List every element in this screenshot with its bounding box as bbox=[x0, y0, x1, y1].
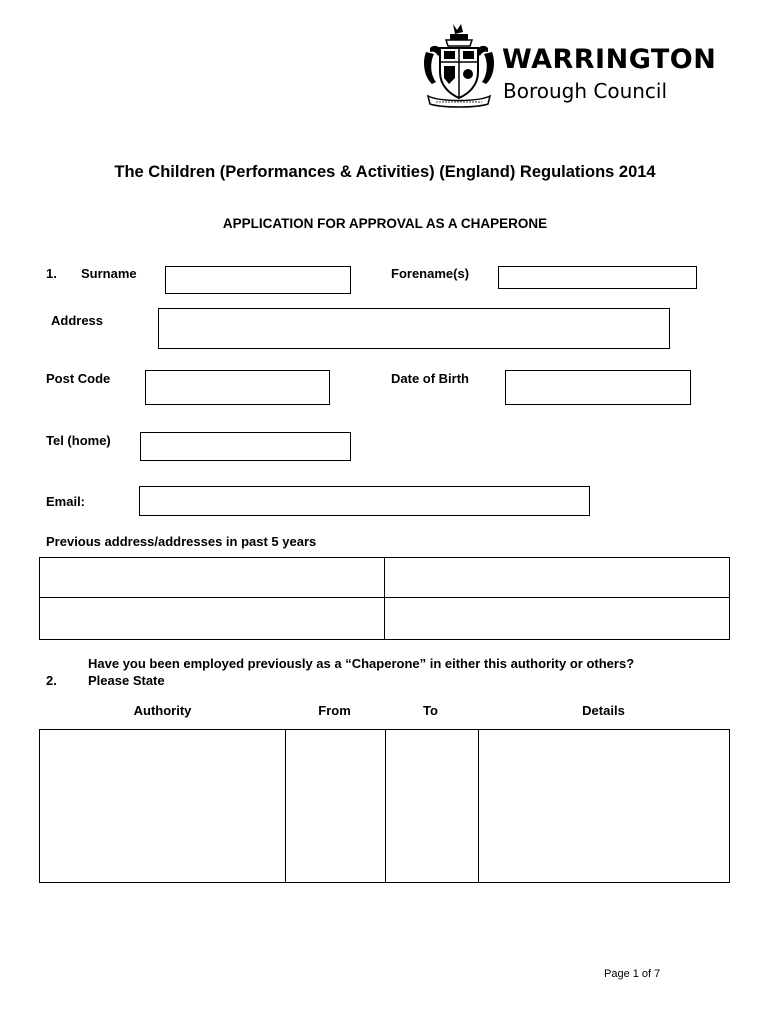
surname-field[interactable] bbox=[165, 266, 351, 294]
table-row bbox=[40, 730, 730, 883]
previous-address-label: Previous address/addresses in past 5 years bbox=[46, 534, 317, 549]
email-field[interactable] bbox=[139, 486, 590, 516]
previous-address-cell[interactable] bbox=[385, 558, 730, 598]
previous-address-cell[interactable] bbox=[40, 558, 385, 598]
coat-of-arms-icon bbox=[420, 22, 498, 110]
address-label: Address bbox=[51, 313, 104, 328]
column-header-authority: Authority bbox=[133, 703, 192, 718]
please-state-label: Please State bbox=[88, 673, 165, 688]
previous-address-cell[interactable] bbox=[385, 598, 730, 640]
page-number: Page 1 of 7 bbox=[604, 968, 661, 980]
forename-field[interactable] bbox=[498, 266, 697, 289]
column-header-from: From bbox=[318, 703, 351, 718]
previous-address-table bbox=[39, 557, 730, 640]
authority-cell[interactable] bbox=[40, 730, 286, 883]
surname-label: Surname bbox=[81, 266, 137, 281]
from-cell[interactable] bbox=[286, 730, 386, 883]
document-title: The Children (Performances & Activities) (England) Regulations 2014 bbox=[114, 163, 656, 181]
dob-label: Date of Birth bbox=[391, 371, 469, 386]
employment-history-table bbox=[39, 729, 730, 883]
dob-field[interactable] bbox=[505, 370, 691, 405]
column-header-details: Details bbox=[582, 703, 625, 718]
previous-address-cell[interactable] bbox=[40, 598, 385, 640]
tel-label: Tel (home) bbox=[46, 433, 111, 448]
table-row bbox=[40, 558, 730, 598]
section-1-number: 1. bbox=[46, 266, 57, 281]
column-header-to: To bbox=[423, 703, 438, 718]
form-subtitle: APPLICATION FOR APPROVAL AS A CHAPERONE bbox=[222, 216, 548, 231]
postcode-field[interactable] bbox=[145, 370, 330, 405]
postcode-label: Post Code bbox=[46, 371, 111, 386]
details-cell[interactable] bbox=[479, 730, 730, 883]
section-2-question: Have you been employed previously as a “Chaperone” in either this authority or others? bbox=[88, 656, 635, 671]
tel-field[interactable] bbox=[140, 432, 351, 461]
forename-label: Forename(s) bbox=[391, 266, 470, 281]
section-2-number: 2. bbox=[46, 673, 57, 688]
table-row bbox=[40, 598, 730, 640]
email-label: Email: bbox=[46, 494, 86, 509]
council-logo bbox=[420, 22, 730, 112]
logo-title: WARRINGTON bbox=[502, 44, 717, 75]
address-field[interactable] bbox=[158, 308, 670, 349]
to-cell[interactable] bbox=[386, 730, 479, 883]
logo-subtitle: Borough Council bbox=[503, 79, 668, 103]
